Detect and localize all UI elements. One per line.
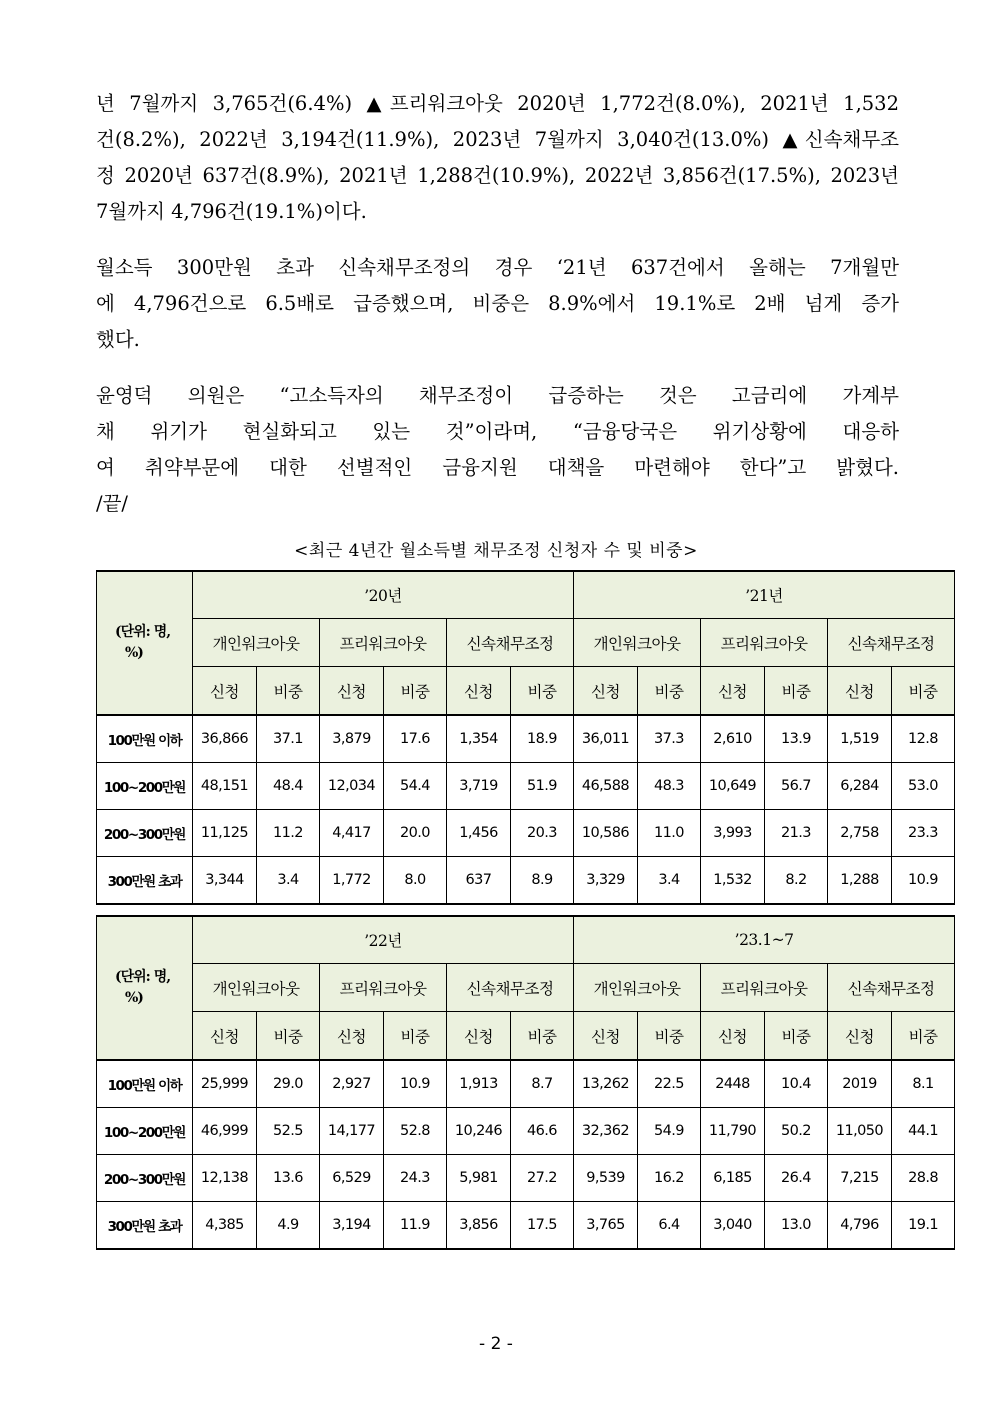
- table-cell: 8.7: [511, 1060, 574, 1108]
- table-cell: 1,354: [447, 715, 511, 763]
- metric-header: 신청: [193, 1012, 257, 1061]
- table-cell: 3,344: [193, 857, 257, 905]
- table-row: [97, 1155, 955, 1202]
- income-debt-table-2022-2023: [96, 915, 955, 1250]
- metric-header: 비중: [511, 1012, 574, 1061]
- metric-header: 비중: [892, 1012, 955, 1061]
- metric-header: 신청: [574, 667, 638, 716]
- table-cell: 11,050: [828, 1108, 892, 1155]
- table-cell: 23.3: [892, 810, 955, 857]
- metric-header: 비중: [257, 1012, 320, 1061]
- table-cell: 53.0: [892, 763, 955, 810]
- table-cell: 8.2: [765, 857, 828, 905]
- table-row: [97, 763, 955, 810]
- paragraph-line: 했다.: [96, 328, 140, 351]
- table-cell: 3.4: [638, 857, 701, 905]
- table-cell: 36,866: [193, 715, 257, 763]
- table-cell: 48.4: [257, 763, 320, 810]
- paragraph-line: 여 취약부문에 대한 선별적인 금융지원 대책을 마련해야 한다”고 밝혔다.: [96, 456, 899, 479]
- table-cell: 3,993: [701, 810, 765, 857]
- table-cell: 21.3: [765, 810, 828, 857]
- table-cell: 37.3: [638, 715, 701, 763]
- program-header: 프리워크아웃: [320, 964, 447, 1012]
- page-number: - 2 -: [479, 1334, 513, 1354]
- table-cell: 3,879: [320, 715, 384, 763]
- table-cell: 10,586: [574, 810, 638, 857]
- metric-header: 비중: [511, 667, 574, 716]
- year-header: ’22년: [193, 916, 574, 964]
- paragraph-repayment-stats: [96, 86, 899, 230]
- table-cell: 2448: [701, 1060, 765, 1108]
- table-cell: 6,185: [701, 1155, 765, 1202]
- income-bracket-label: 100~200만원: [97, 763, 193, 810]
- table-cell: 2,610: [701, 715, 765, 763]
- year-header: ’21년: [574, 571, 955, 619]
- table-cell: 2019: [828, 1060, 892, 1108]
- table-cell: 56.7: [765, 763, 828, 810]
- table-cell: 50.2: [765, 1108, 828, 1155]
- table-cell: 8.9: [511, 857, 574, 905]
- table-cell: 54.9: [638, 1108, 701, 1155]
- program-header: 신속채무조정: [447, 964, 574, 1012]
- income-bracket-label: 100~200만원: [97, 1108, 193, 1155]
- income-bracket-label: 300만원 초과: [97, 857, 193, 905]
- metric-header: 비중: [384, 1012, 447, 1061]
- table-cell: 5,981: [447, 1155, 511, 1202]
- table-cell: 12,034: [320, 763, 384, 810]
- table-cell: 11.2: [257, 810, 320, 857]
- paragraph-line: 월소득 300만원 초과 신속채무조정의 경우 ‘21년 637건에서 올해는 7개월만: [96, 256, 899, 279]
- metric-header: 비중: [257, 667, 320, 716]
- table-cell: 18.9: [511, 715, 574, 763]
- paragraph-line: 윤영덕 의원은 “고소득자의 채무조정이 급증하는 것은 고금리에 가계부: [96, 384, 899, 407]
- unit-label-line: (단위: 명,: [115, 969, 171, 985]
- table-cell: 28.8: [892, 1155, 955, 1202]
- year-header: ’23.1~7: [574, 916, 955, 964]
- metric-header: 신청: [320, 1012, 384, 1061]
- table-cell: 10.9: [892, 857, 955, 905]
- table-cell: 11.0: [638, 810, 701, 857]
- metric-header: 비중: [638, 1012, 701, 1061]
- table-cell: 17.6: [384, 715, 447, 763]
- table-cell: 26.4: [765, 1155, 828, 1202]
- metric-header: 비중: [765, 1012, 828, 1061]
- table-cell: 44.1: [892, 1108, 955, 1155]
- table-cell: 1,288: [828, 857, 892, 905]
- table-cell: 6,284: [828, 763, 892, 810]
- metric-header: 비중: [384, 667, 447, 716]
- table-cell: 48.3: [638, 763, 701, 810]
- table-row: [97, 715, 955, 763]
- table-cell: 17.5: [511, 1202, 574, 1250]
- income-bracket-label: 100만원 이하: [97, 1060, 193, 1108]
- table-cell: 2,927: [320, 1060, 384, 1108]
- metric-header: 신청: [193, 667, 257, 716]
- table-cell: 4,796: [828, 1202, 892, 1250]
- unit-label-line: (단위: 명,: [115, 624, 171, 640]
- metric-header: 신청: [447, 1012, 511, 1061]
- table-cell: 6.4: [638, 1202, 701, 1250]
- table-cell: 4.9: [257, 1202, 320, 1250]
- metric-header: 비중: [638, 667, 701, 716]
- table-cell: 13.9: [765, 715, 828, 763]
- table-cell: 3,719: [447, 763, 511, 810]
- year-header: ’20년: [193, 571, 574, 619]
- paragraph-line: 건(8.2%), 2022년 3,194건(11.9%), 2023년 7월까지 3,040건(13.0%) ▲신속채무조: [96, 128, 899, 151]
- unit-label-line: %): [125, 990, 143, 1006]
- table-cell: 12,138: [193, 1155, 257, 1202]
- table-cell: 4,385: [193, 1202, 257, 1250]
- program-header: 프리워크아웃: [701, 964, 828, 1012]
- table-cell: 16.2: [638, 1155, 701, 1202]
- program-header: 개인워크아웃: [574, 619, 701, 667]
- table-cell: 11,125: [193, 810, 257, 857]
- table-cell: 1,519: [828, 715, 892, 763]
- unit-label: [97, 571, 193, 715]
- table-cell: 12.8: [892, 715, 955, 763]
- table-cell: 7,215: [828, 1155, 892, 1202]
- table-cell: 48,151: [193, 763, 257, 810]
- paragraph-line: 채 위기가 현실화되고 있는 것”이라며, “금융당국은 위기상황에 대응하: [96, 420, 899, 443]
- income-debt-table-2020-2021: [96, 570, 955, 905]
- table-cell: 3.4: [257, 857, 320, 905]
- table-row: [97, 810, 955, 857]
- table-cell: 11.9: [384, 1202, 447, 1250]
- table-cell: 19.1: [892, 1202, 955, 1250]
- table-cell: 46,588: [574, 763, 638, 810]
- table-cell: 1,772: [320, 857, 384, 905]
- table-cell: 1,913: [447, 1060, 511, 1108]
- table-cell: 24.3: [384, 1155, 447, 1202]
- table-cell: 10.9: [384, 1060, 447, 1108]
- table-cell: 46.6: [511, 1108, 574, 1155]
- table-cell: 13,262: [574, 1060, 638, 1108]
- program-header: 개인워크아웃: [193, 964, 320, 1012]
- paragraph-line: 7월까지 4,796건(19.1%)이다.: [96, 200, 367, 223]
- table-cell: 8.1: [892, 1060, 955, 1108]
- table-cell: 3,194: [320, 1202, 384, 1250]
- table-cell: 46,999: [193, 1108, 257, 1155]
- program-header: 신속채무조정: [828, 619, 955, 667]
- metric-header: 신청: [574, 1012, 638, 1061]
- table-row: [97, 857, 955, 905]
- table-cell: 3,329: [574, 857, 638, 905]
- unit-label: [97, 916, 193, 1060]
- table-cell: 14,177: [320, 1108, 384, 1155]
- table-cell: 4,417: [320, 810, 384, 857]
- metric-header: 비중: [765, 667, 828, 716]
- table-row: [97, 1108, 955, 1155]
- table-cell: 9,539: [574, 1155, 638, 1202]
- table-cell: 3,040: [701, 1202, 765, 1250]
- table-cell: 2,758: [828, 810, 892, 857]
- table-row: [97, 1202, 955, 1250]
- table-cell: 637: [447, 857, 511, 905]
- paragraph-line: 에 4,796건으로 6.5배로 급증했으며, 비중은 8.9%에서 19.1%로 2배 넘게 증가: [96, 292, 899, 315]
- program-header: 개인워크아웃: [574, 964, 701, 1012]
- program-header: 신속채무조정: [447, 619, 574, 667]
- table-cell: 20.3: [511, 810, 574, 857]
- table-cell: 13.6: [257, 1155, 320, 1202]
- paragraph-high-income-growth: [96, 250, 899, 358]
- table-cell: 27.2: [511, 1155, 574, 1202]
- program-header: 프리워크아웃: [320, 619, 447, 667]
- table-cell: 52.5: [257, 1108, 320, 1155]
- unit-label-line: %): [125, 645, 143, 661]
- income-bracket-label: 100만원 이하: [97, 715, 193, 763]
- table-cell: 11,790: [701, 1108, 765, 1155]
- metric-header: 신청: [320, 667, 384, 716]
- paragraph-line: 년 7월까지 3,765건(6.4%) ▲프리워크아웃 2020년 1,772건(8.0%), 2021년 1,532: [96, 92, 899, 115]
- table-row: [97, 1060, 955, 1108]
- paragraph-line: 정 2020년 637건(8.9%), 2021년 1,288건(10.9%), 2022년 3,856건(17.5%), 2023년: [96, 164, 899, 187]
- program-header: 프리워크아웃: [701, 619, 828, 667]
- table-cell: 1,532: [701, 857, 765, 905]
- table-cell: 52.8: [384, 1108, 447, 1155]
- paragraph-line: /끝/: [96, 492, 128, 515]
- table-caption: <최근 4년간 월소득별 채무조정 신청자 수 및 비중>: [294, 541, 698, 561]
- table-cell: 36,011: [574, 715, 638, 763]
- table-cell: 10,246: [447, 1108, 511, 1155]
- program-header: 신속채무조정: [828, 964, 955, 1012]
- table-cell: 37.1: [257, 715, 320, 763]
- table-cell: 13.0: [765, 1202, 828, 1250]
- program-header: 개인워크아웃: [193, 619, 320, 667]
- table-cell: 20.0: [384, 810, 447, 857]
- table-cell: 3,765: [574, 1202, 638, 1250]
- metric-header: 신청: [447, 667, 511, 716]
- paragraph-lawmaker-quote: [96, 378, 899, 522]
- metric-header: 신청: [701, 667, 765, 716]
- table-cell: 32,362: [574, 1108, 638, 1155]
- metric-header: 신청: [701, 1012, 765, 1061]
- table-cell: 29.0: [257, 1060, 320, 1108]
- table-cell: 3,856: [447, 1202, 511, 1250]
- table-cell: 10,649: [701, 763, 765, 810]
- income-bracket-label: 200~300만원: [97, 810, 193, 857]
- table-cell: 6,529: [320, 1155, 384, 1202]
- table-cell: 22.5: [638, 1060, 701, 1108]
- income-bracket-label: 300만원 초과: [97, 1202, 193, 1250]
- table-cell: 25,999: [193, 1060, 257, 1108]
- table-cell: 8.0: [384, 857, 447, 905]
- table-cell: 1,456: [447, 810, 511, 857]
- table-cell: 10.4: [765, 1060, 828, 1108]
- metric-header: 비중: [892, 667, 955, 716]
- metric-header: 신청: [828, 667, 892, 716]
- income-bracket-label: 200~300만원: [97, 1155, 193, 1202]
- table-cell: 54.4: [384, 763, 447, 810]
- metric-header: 신청: [828, 1012, 892, 1061]
- table-cell: 51.9: [511, 763, 574, 810]
